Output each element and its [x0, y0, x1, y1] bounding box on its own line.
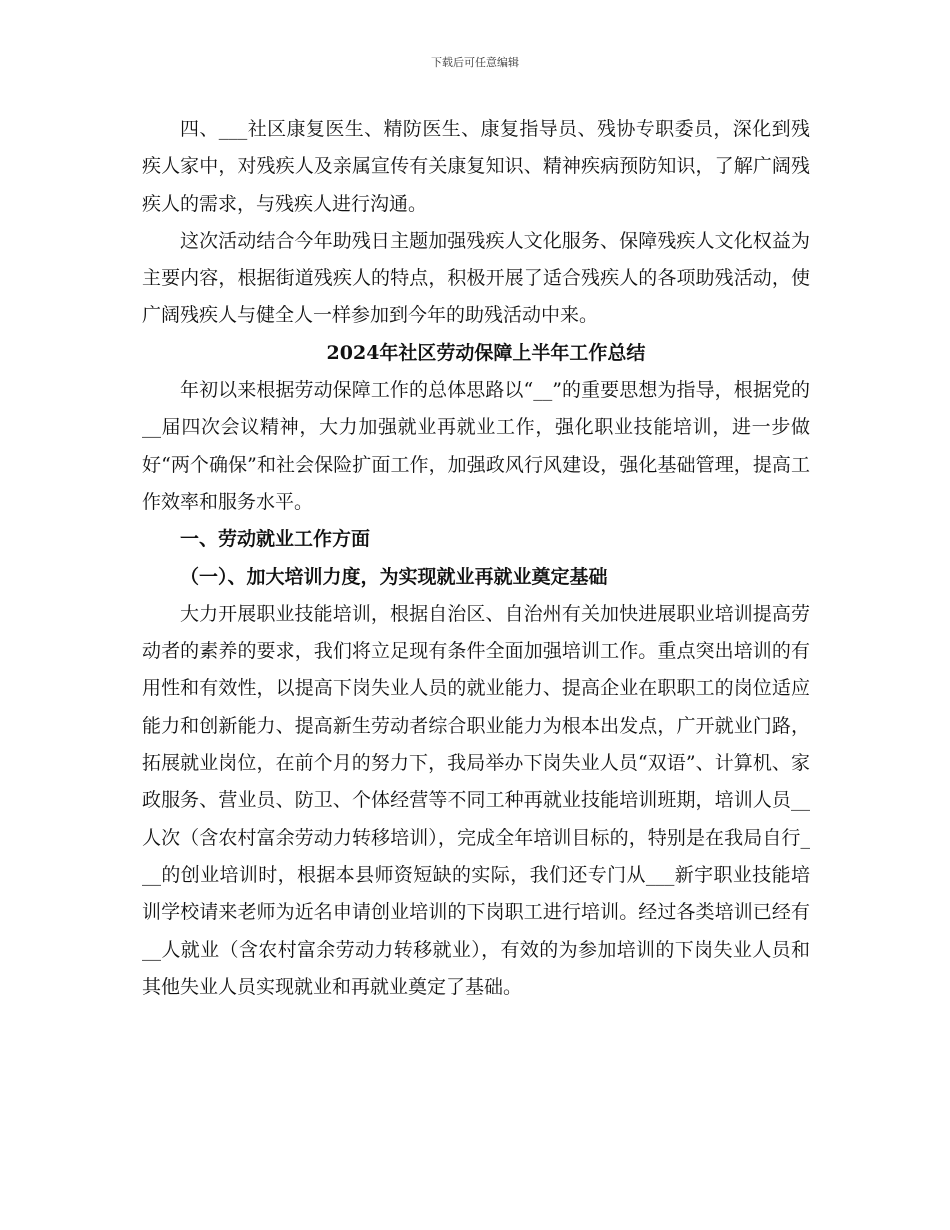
section-heading-employment: 一、劳动就业工作方面 — [180, 528, 371, 551]
paragraph-intro: 年初以来根据劳动保障工作的总体思路以“__”的重要思想为指导，根据党的__届四次会议精神，大力加强就业再就业工作，强化职业技能培训，进一步做好“两个确保”和社会保险扩面工作，加强政风行风建设，强化基础管理，提高工作效率和服务水平。 — [142, 379, 810, 513]
document-title: 2024年社区劳动保障上半年工作总结 — [326, 341, 646, 364]
paragraph-community-visits: 四、___社区康复医生、精防医生、康复指导员、残协专职委员，深化到残疾人家中，对残疾人及亲属宣传有关康复知识、精神疾病预防知识，了解广阔残疾人的需求，与残疾人进行沟通。 — [142, 118, 810, 215]
page-header: 下载后可任意编辑 — [431, 56, 519, 69]
paragraph-activity-summary: 这次活动结合今年助残日主题加强残疾人文化服务、保障残疾人文化权益为主要内容，根据街道残疾人的特点，积极开展了适合残疾人的各项助残活动，使广阔残疾人与健全人一样参加到今年的助残活动中来。 — [142, 229, 810, 327]
paragraph-training-details: 大力开展职业技能培训，根据自治区、自治州有关加快进展职业培训提高劳动者的素养的要求，我们将立足现有条件全面加强培训工作。重点突出培训的有用性和有效性，以提高下岗失业人员的就业能力、提高企业在职职工的岗位适应能力和创新能力、提高新生劳动者综合职业能力为根本出发点，广开就业门路，拓展就业岗位，在前个月的努力下，我局举办下岗失业人员“双语”、计算机、家政服务、营业员、防卫、个体经营等不同工种再就业技能培训班期，培训人员__人次（含农村富余劳动力转移培训），完成全年培训目标的，特别是在我局自行___的创业培训时，根据本县师资短缺的实际，我们还专门从___新宇职业技能培训学校请来老师为近名申请创业培训的下岗职工进行培训。经过各类培训已经有__人就业（含农村富余劳动力转移就业），有效的为参加培训的下岗失业人员和其他失业人员实现就业和再就业奠定了基础。 — [142, 602, 810, 998]
subsection-heading-training: （一）、加大培训力度，为实现就业再就业奠定基础 — [180, 565, 608, 588]
document-body — [142, 111, 810, 1006]
